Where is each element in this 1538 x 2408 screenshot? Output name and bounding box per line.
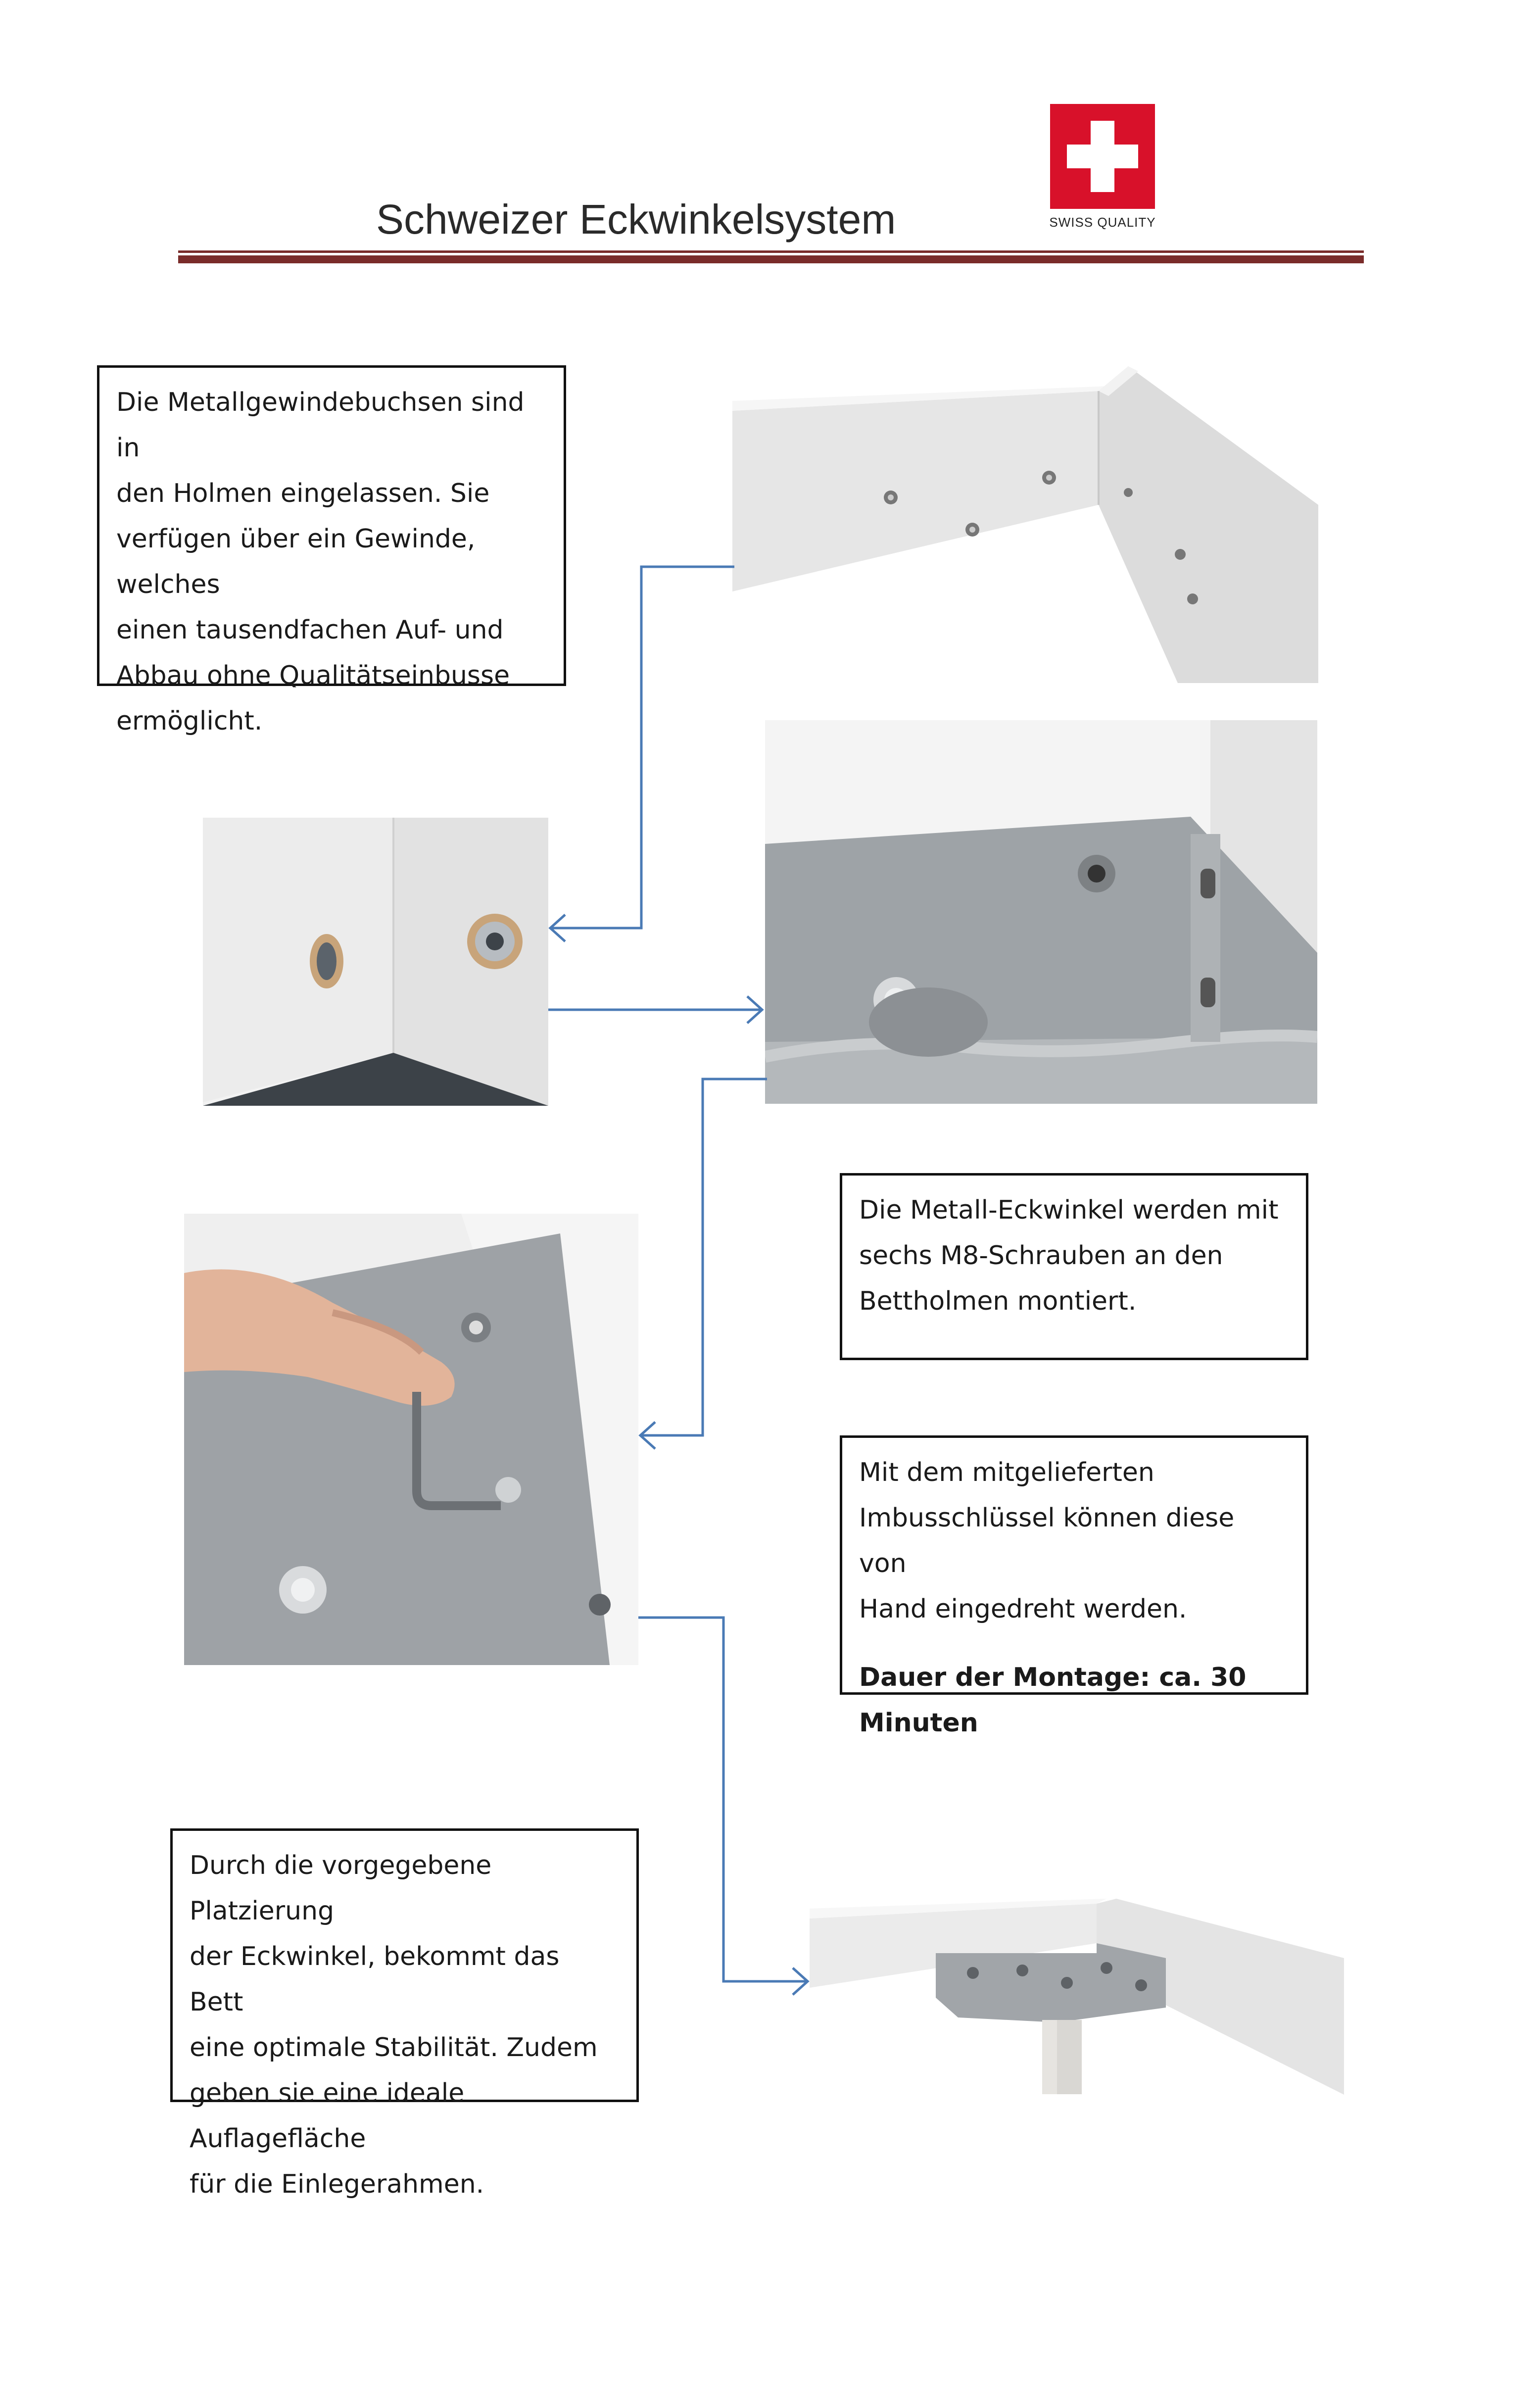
box-line: sechs M8-Schrauben an den [859,1241,1223,1271]
box-line: Die Metall-Eckwinkel werden mit [859,1195,1279,1225]
page-title: Schweizer Eckwinkelsystem [376,196,896,243]
box-line: verfügen über ein Gewinde, welches [116,524,476,599]
box-line: Bettholmen montiert. [859,1286,1137,1316]
box-line: Imbusschlüssel können diese von [859,1503,1235,1578]
arrow-photo2-to-photo4 [640,1079,767,1435]
assembly-duration: Dauer der Montage: ca. 30 Minuten [859,1663,1247,1738]
box-line: Abbau ohne Qualitätseinbusse [116,661,510,690]
arrow-photo4-to-photo5 [638,1618,808,1981]
box-line: ermöglicht. [116,706,263,736]
box-line: Mit dem mitgelieferten [859,1458,1154,1487]
box-line: der Eckwinkel, bekommt das Bett [190,1942,560,2017]
box-line: den Holmen eingelassen. Sie [116,479,490,508]
logo-caption: SWISS QUALITY [1049,215,1156,230]
box-line: für die Einlegerahmen. [190,2169,484,2199]
box-line: Die Metallgewindebuchsen sind in [116,388,525,463]
box-line: Durch die vorgegebene Platzierung [190,1851,492,1926]
box-line: einen tausendfachen Auf- und [116,615,504,645]
box-line: eine optimale Stabilität. Zudem [190,2033,598,2063]
box-line: Hand eingedreht werden. [859,1594,1187,1624]
arrow-photo1-to-photo3 [550,567,734,928]
box-line: geben sie eine ideale Auflagefläche [190,2078,465,2154]
